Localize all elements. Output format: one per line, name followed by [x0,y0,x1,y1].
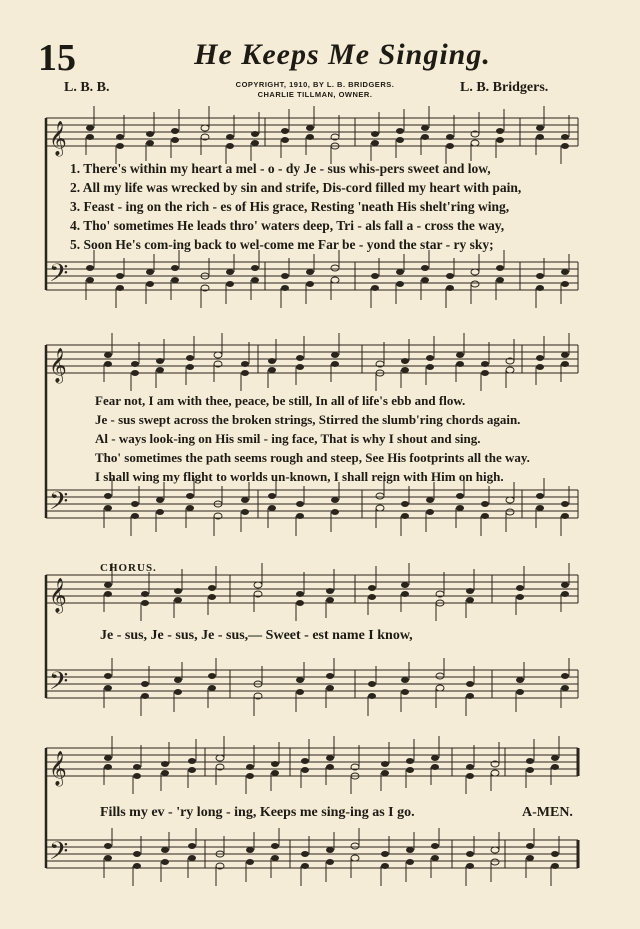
note-head [471,281,479,287]
verse-3-part-1: 3. Feast - ing on the rich - es of His grace, Resting 'neath His shelt'ring wing, [70,199,510,214]
note-head [526,767,534,773]
note-head [326,755,334,761]
note-head [116,273,124,279]
note-head [104,755,112,761]
note-head [86,125,94,131]
hymn-number: 15 [38,37,76,79]
note-head [431,755,439,761]
note-head [471,140,479,146]
note-head [296,689,304,695]
note-head [146,131,154,137]
note-head [254,582,262,588]
note-head [331,361,339,367]
note-head [396,281,404,287]
note-head [188,843,196,849]
note-head [246,764,254,770]
copyright-line-2: CHARLIE TILLMAN, OWNER. [257,90,373,99]
note-head [406,758,414,764]
note-head [174,677,182,683]
note-head [466,597,474,603]
note-head [271,843,279,849]
note-head [156,367,164,373]
note-head [201,125,209,131]
note-head [506,497,514,503]
note-head [186,364,194,370]
note-head [351,855,359,861]
note-head [281,285,289,291]
note-head [446,273,454,279]
note-head [326,859,334,865]
note-head [133,773,141,779]
chorus-label: CHORUS. [100,562,157,574]
note-head [466,863,474,869]
note-head [268,505,276,511]
note-head [551,755,559,761]
note-head [301,851,309,857]
note-head [131,501,139,507]
note-head [104,505,112,511]
note-head [446,143,454,149]
note-head [171,137,179,143]
note-head [226,143,234,149]
note-head [271,855,279,861]
note-head [306,125,314,131]
note-head [406,767,414,773]
note-head [561,501,569,507]
note-head [116,134,124,140]
note-head [186,493,194,499]
note-head [436,673,444,679]
note-head [446,285,454,291]
clef-icon: 𝄢 [49,259,69,294]
note-head [133,851,141,857]
note-head [551,851,559,857]
note-head [296,364,304,370]
note-head [496,128,504,134]
verse-1-part-1: 1. There's within my heart a mel - o - dy Je - sus whis-pers sweet and low, [70,161,491,176]
note-head [401,501,409,507]
verse-5-part-1: 5. Soon He's com-ing back to wel-come me Far be - yond the star - ry sky; [70,237,494,252]
note-head [496,265,504,271]
note-head [271,770,279,776]
note-head [161,859,169,865]
note-head [371,273,379,279]
chorus-line-2: Fills my ev - 'ry long - ing, Keeps me sing-ing as I go. [100,805,415,820]
note-head [561,685,569,691]
note-head [426,497,434,503]
note-head [296,355,304,361]
note-head [281,273,289,279]
note-head [306,134,314,140]
note-head [561,361,569,367]
verse-2-part-1: 2. All my life was wrecked by sin and strife, Dis-cord filled my heart with pain, [70,180,522,195]
note-head [396,137,404,143]
note-head [246,847,254,853]
note-head [296,677,304,683]
clef-icon: 𝄞 [49,348,67,383]
note-head [406,847,414,853]
note-head [516,677,524,683]
note-head [466,693,474,699]
note-head [536,134,544,140]
note-head [401,358,409,364]
note-head [466,851,474,857]
note-head [104,361,112,367]
note-head [526,843,534,849]
note-head [436,685,444,691]
note-head [188,767,196,773]
note-head [331,497,339,503]
note-head [371,285,379,291]
note-head [536,364,544,370]
note-head [131,361,139,367]
note-head [188,758,196,764]
note-head [116,285,124,291]
note-head [104,685,112,691]
amen: A-MEN. [522,805,573,820]
note-head [208,673,216,679]
note-head [133,764,141,770]
note-head [296,501,304,507]
note-head [301,767,309,773]
note-head [156,358,164,364]
note-head [471,269,479,275]
note-head [381,863,389,869]
note-head [536,273,544,279]
note-head [536,505,544,511]
note-head [401,367,409,373]
note-head [208,594,216,600]
note-head [481,361,489,367]
note-head [561,281,569,287]
note-head [246,859,254,865]
clef-icon: 𝄢 [49,487,69,522]
note-head [561,582,569,588]
copyright-line-1: COPYRIGHT, 1910, BY L. B. BRIDGERS. [235,80,395,89]
note-head [376,493,384,499]
note-head [216,755,224,761]
chorus-line-1: Je - sus, Je - sus, Je - sus,— Sweet - est name I know, [100,628,413,643]
note-head [466,773,474,779]
note-head [526,855,534,861]
note-head [171,128,179,134]
clef-icon: 𝄞 [49,121,67,156]
note-head [156,509,164,515]
note-head [161,770,169,776]
note-head [516,594,524,600]
note-head [456,493,464,499]
note-head [281,128,289,134]
note-head [368,585,376,591]
note-head [251,131,259,137]
note-head [351,843,359,849]
note-head [161,761,169,767]
note-head [296,600,304,606]
note-head [161,847,169,853]
note-head [491,770,499,776]
note-head [156,497,164,503]
note-head [141,600,149,606]
note-head [271,761,279,767]
note-head [431,843,439,849]
note-head [326,685,334,691]
note-head [466,681,474,687]
note-head [268,493,276,499]
note-head [526,758,534,764]
note-head [536,285,544,291]
verse-5-part-2: I shall wing my flight to worlds un-known, I shall reign with Him on high. [95,469,504,484]
note-head [506,367,514,373]
note-head [481,501,489,507]
note-head [481,370,489,376]
note-head [561,591,569,597]
note-head [496,277,504,283]
note-head [456,352,464,358]
note-head [368,681,376,687]
note-head [396,269,404,275]
verse-1-part-2: Fear not, I am with thee, peace, be still, In all of life's ebb and flow. [95,393,466,408]
note-head [133,863,141,869]
note-head [376,505,384,511]
verse-3-part-2: Al - ways look-ing on His smil - ing face, That is why I shout and sing. [95,431,481,446]
note-head [561,513,569,519]
note-head [104,855,112,861]
verse-2-part-2: Je - sus swept across the broken strings, Stirred the slumb'ring chords again. [95,412,521,427]
note-head [226,281,234,287]
note-head [141,591,149,597]
note-head [368,594,376,600]
note-head [401,582,409,588]
note-head [241,370,249,376]
note-head [86,265,94,271]
note-head [561,143,569,149]
note-head [536,493,544,499]
note-head [331,265,339,271]
note-head [268,367,276,373]
note-head [268,358,276,364]
note-head [561,352,569,358]
note-head [446,134,454,140]
note-head [371,140,379,146]
note-head [466,764,474,770]
note-head [301,758,309,764]
note-head [131,370,139,376]
note-head [368,693,376,699]
note-head [331,277,339,283]
note-head [326,597,334,603]
note-head [331,509,339,515]
note-head [431,764,439,770]
note-head [396,128,404,134]
note-head [561,134,569,140]
note-head [491,859,499,865]
note-head [326,847,334,853]
note-head [326,673,334,679]
note-head [516,689,524,695]
note-head [421,125,429,131]
note-head [214,352,222,358]
note-head [104,352,112,358]
note-head [208,585,216,591]
note-head [551,863,559,869]
clef-icon: 𝄢 [49,837,69,872]
note-head [241,497,249,503]
note-head [561,673,569,679]
note-head [536,125,544,131]
note-head [381,761,389,767]
note-head [104,764,112,770]
note-head [466,588,474,594]
note-head [326,588,334,594]
note-head [141,693,149,699]
note-head [246,773,254,779]
note-head [456,361,464,367]
note-head [104,673,112,679]
lyricist: L. B. B. [64,80,110,95]
clef-icon: 𝄞 [49,751,67,786]
note-head [146,269,154,275]
note-head [371,131,379,137]
clef-icon: 𝄢 [49,667,69,702]
note-head [208,685,216,691]
note-head [241,361,249,367]
composer: L. B. Bridgers. [460,80,549,95]
note-head [146,281,154,287]
note-head [516,585,524,591]
note-head [381,851,389,857]
verse-4-part-1: 4. Tho' sometimes He leads thro' waters deep, Tri - als fall a - cross the way, [70,218,505,233]
note-head [326,764,334,770]
note-head [226,269,234,275]
clef-icon: 𝄞 [49,578,67,613]
note-head [104,493,112,499]
note-head [481,513,489,519]
note-head [406,859,414,865]
note-head [561,269,569,275]
note-head [251,277,259,283]
note-head [188,855,196,861]
note-head [241,509,249,515]
note-head [421,265,429,271]
note-head [431,855,439,861]
note-head [496,137,504,143]
note-head [226,134,234,140]
note-head [174,588,182,594]
note-head [536,355,544,361]
note-head [186,355,194,361]
note-head [296,591,304,597]
note-head [174,689,182,695]
note-head [301,863,309,869]
note-head [381,770,389,776]
hymn-title: He Keeps Me Singing. [194,38,491,71]
note-head [401,513,409,519]
note-head [456,505,464,511]
note-head [146,140,154,146]
note-head [421,277,429,283]
note-head [251,265,259,271]
note-head [281,137,289,143]
note-head [86,134,94,140]
note-head [421,134,429,140]
note-head [401,677,409,683]
note-head [506,509,514,515]
note-head [491,847,499,853]
note-head [551,764,559,770]
note-head [306,269,314,275]
note-head [401,591,409,597]
note-head [331,352,339,358]
note-head [401,689,409,695]
note-head [296,513,304,519]
note-head [104,843,112,849]
note-head [174,597,182,603]
note-head [186,505,194,511]
note-head [104,582,112,588]
note-head [171,277,179,283]
verse-4-part-2: Tho' sometimes the path seems rough and steep, See His footprints all the way. [95,450,530,465]
note-head [131,513,139,519]
note-head [306,281,314,287]
note-head [116,143,124,149]
note-head [171,265,179,271]
note-head [86,277,94,283]
note-head [426,355,434,361]
note-head [426,509,434,515]
note-head [251,140,259,146]
note-head [141,681,149,687]
note-head [104,591,112,597]
note-head [426,364,434,370]
